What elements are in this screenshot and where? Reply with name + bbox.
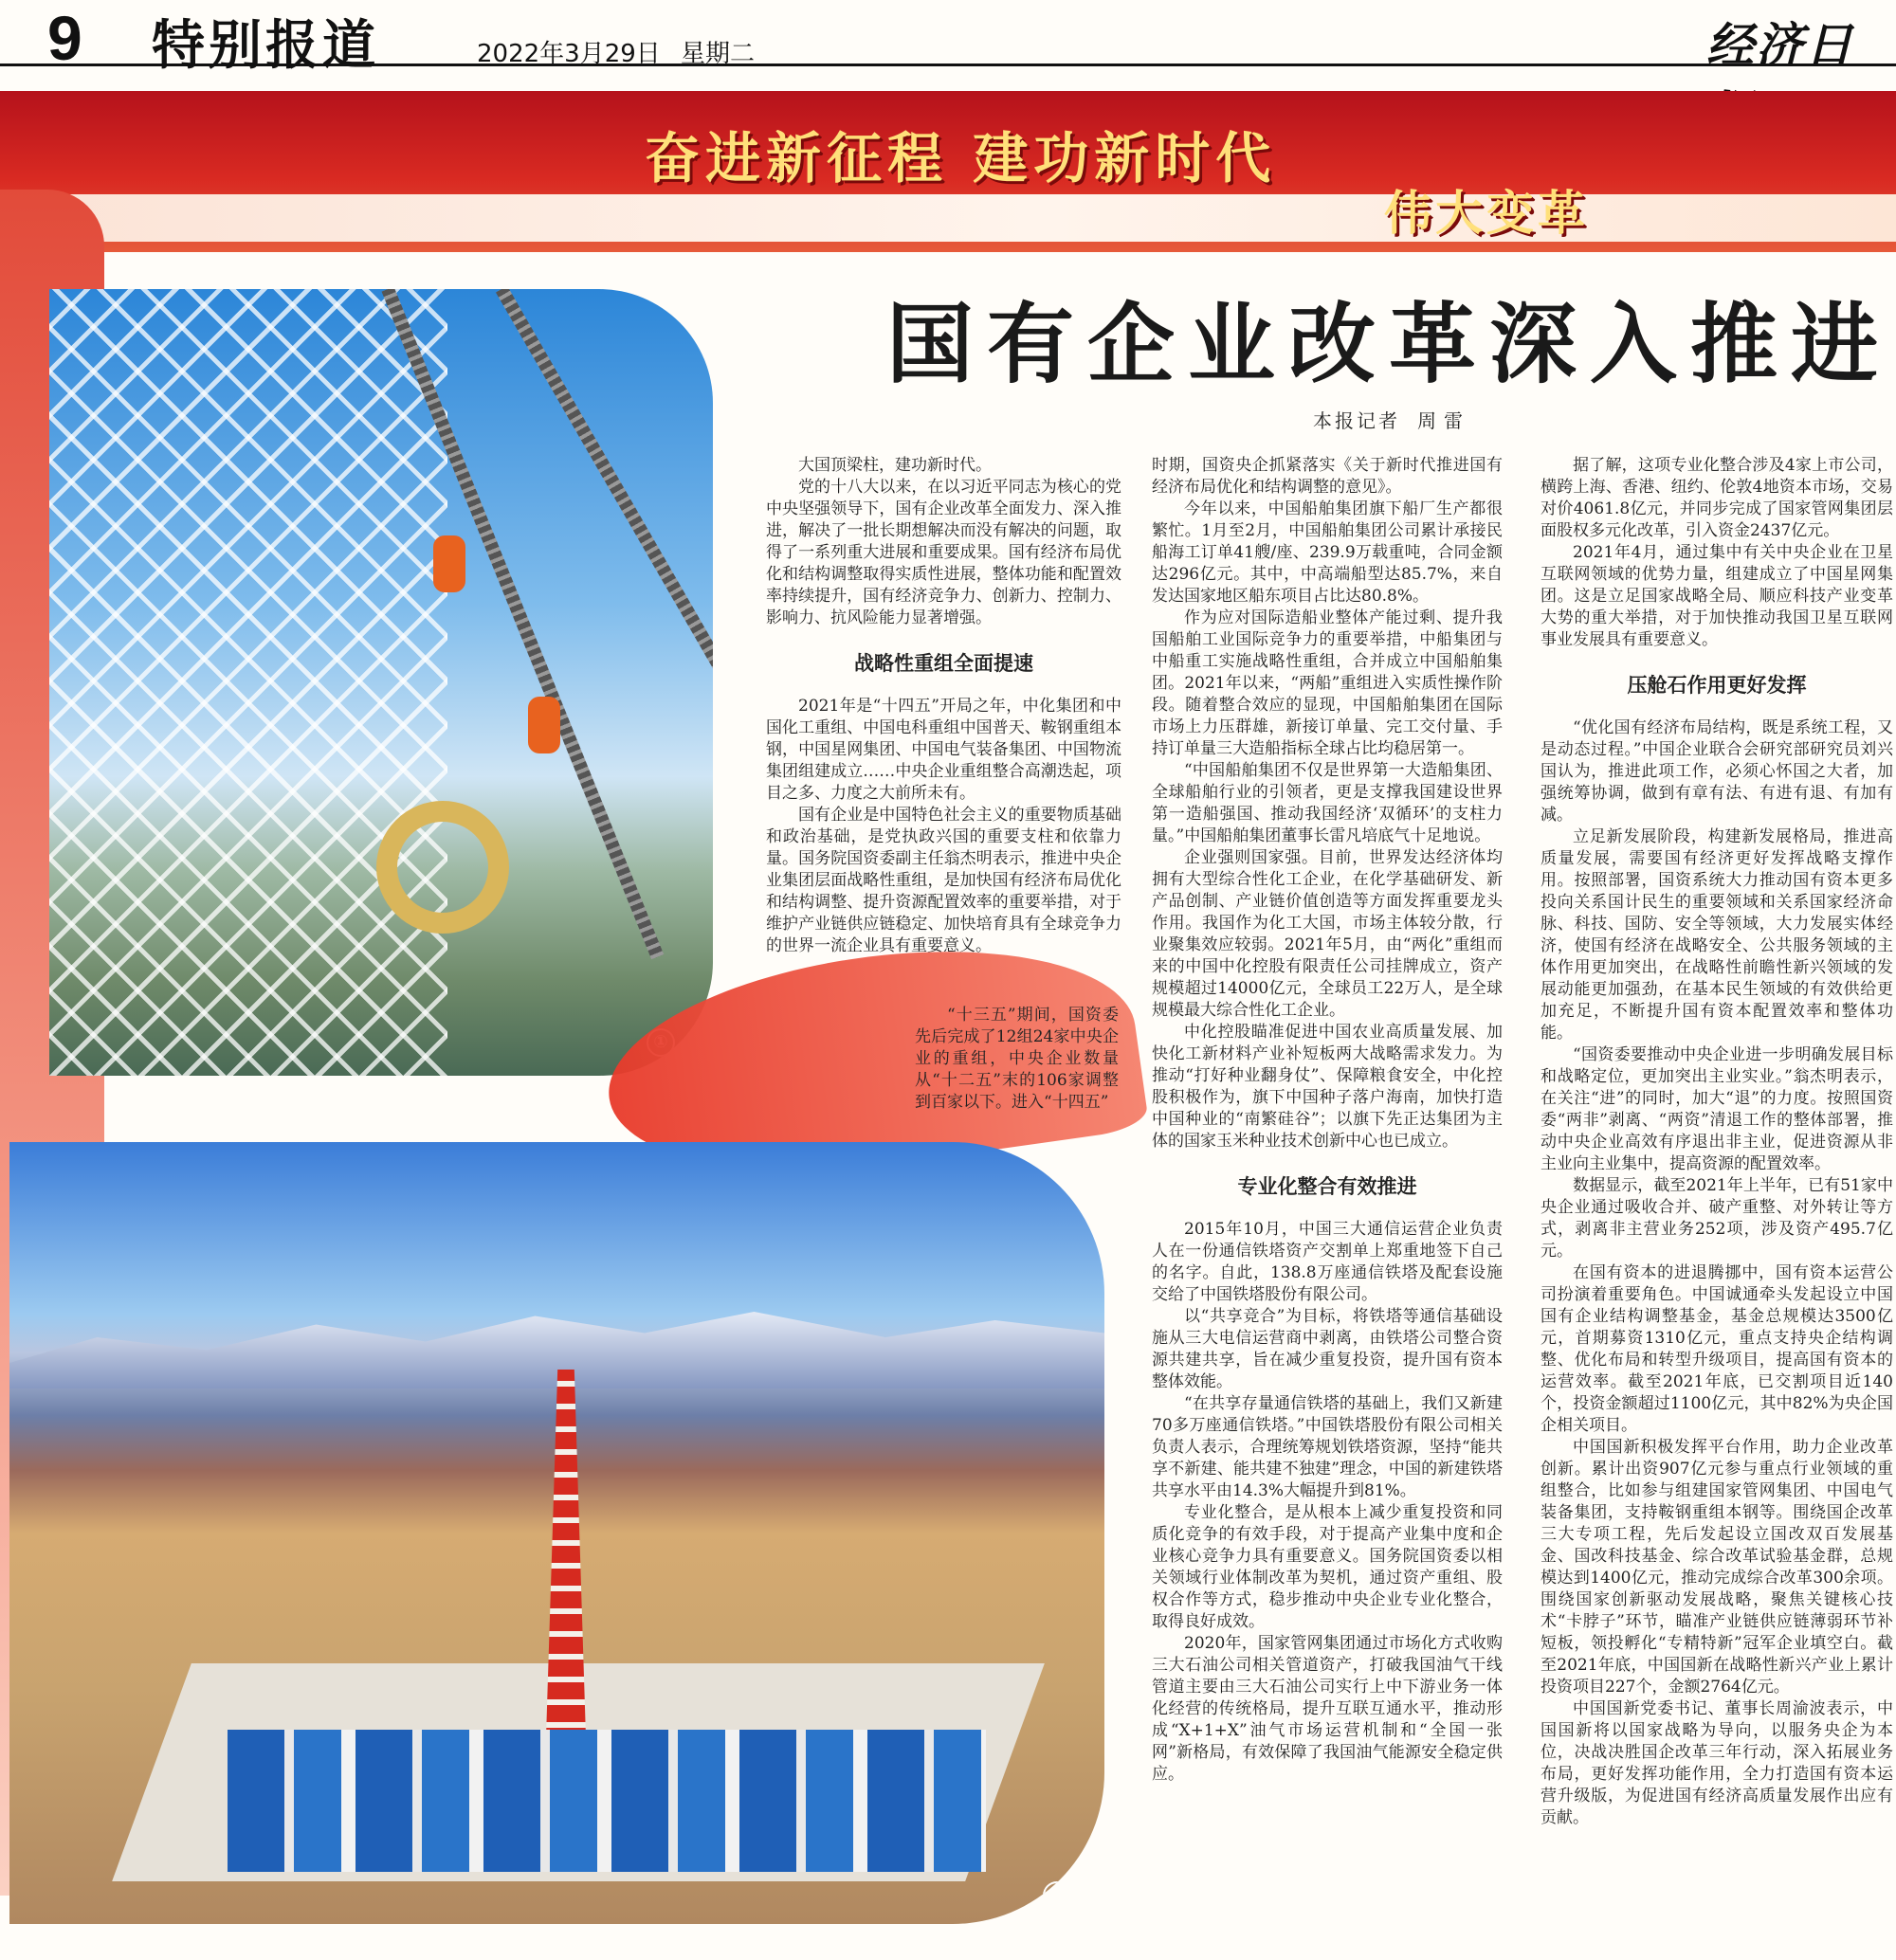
section-heading: 压舱石作用更好发挥 bbox=[1627, 674, 1807, 697]
paragraph: 国有企业是中国特色社会主义的重要物质基础和政治基础，是党执政兴国的重要支柱和依靠力量。国务院国资委副主任翁杰明表示，推进中央企业集团层面战略性重组，是加快国有经济布局优化和结构调整、提升资源配置效率的重要举措，对于维护产业链供应链稳定、加快培育具有全球竞争力的世界一流企业具有重要意义。 bbox=[766, 806, 1121, 955]
paragraph: 据了解，这项专业化整合涉及4家上市公司，横跨上海、香港、纽约、伦敦4地资本市场，交易对价4061.8亿元，并同步完成了国家管网集团层面股权多元化改革，引入资金2437亿元。 bbox=[1540, 456, 1893, 540]
newspaper-logo: 经济日 bbox=[1706, 17, 1854, 73]
paragraph: 时期，国资央企抓紧落实《关于新时代推进国有经济布局优化和结构调整的意见》。 bbox=[1152, 456, 1503, 497]
paragraph: 专业化整合，是从根本上减少重复投资和同质化竞争的有效手段，对于提高产业集中度和企业核心竞争力具有重要意义。国务院国资委以相关领域行业体制改革为契机，通过资产重组、股权合作等方式，稳步推动中央企业专业化整合，取得良好成效。 bbox=[1152, 1503, 1503, 1631]
paragraph: 中国国新积极发挥平台作用，助力企业改革创新。累计出资907亿元参与重点行业领域的重组整合，比如参与组建国家管网集团、中国电气装备集团，支持鞍钢重组本钢等。围绕国企改革三大专项工程，先后发起设立国改双百发展基金、国改科技基金、综合改革试验基金群，总规模达到1400亿元，推动完成综合改革300余项。围绕国家创新驱动发展战略，聚焦关键核心技术“卡脖子”环节，瞄准产业链供应链薄弱环节补短板，领投孵化“专精特新”冠军企业填空白。截至2021年底，中国国新在战略性新兴产业上累计投资项目227个，金额2764亿元。 bbox=[1540, 1438, 1893, 1697]
byline-name: 周雷 bbox=[1417, 409, 1470, 432]
article-headline: 国有企业改革深入推进 bbox=[886, 294, 1892, 395]
paragraph: 以“共享竞合”为目标，将铁塔等通信基础设施从三大电信运营商中剥离，由铁塔公司整合资源共建共享，旨在减少重复投资，提升国有资本整体效能。 bbox=[1152, 1307, 1503, 1391]
paragraph: 作为应对国际造船业整体产能过剩、提升我国船舶工业国际竞争力的重要举措，中船集团与中船重工实施战略性重组，合并成立中国船舶集团。2021年以来，“两船”重组进入实质性操作阶段。随着整合效应的显现，中国船舶集团在国际市场上力压群雄，新接订单量、完工交付量、手持订单量三大造船指标全球占比均稳居第一。 bbox=[1152, 608, 1503, 758]
publication-date: 2022年3月29日 bbox=[477, 40, 661, 68]
byline bbox=[1313, 406, 1470, 433]
series-title: 伟大变革 bbox=[1384, 186, 1589, 241]
paragraph: 数据显示，截至2021年上半年，已有51家中央企业通过吸收合并、破产重整、对外转让等方式，剥离非主营业务252项，涉及资产495.7亿元。 bbox=[1540, 1176, 1893, 1261]
paragraph: 党的十八大以来，在以习近平同志为核心的党中央坚强领导下，国有企业改革全面发力、深入推进，解决了一批长期想解决而没有解决的问题，取得了一系列重大进展和重要成果。国有经济布局优化和结构调整取得实质性进展，整体功能和配置效率持续提升，国有经济竞争力、创新力、控制力、影响力、抗风险能力显著增强。 bbox=[766, 478, 1121, 627]
paragraph: 中国国新党委书记、董事长周渝波表示，中国国新将以国家战略为导向，以服务央企为本位，决战决胜国企改革三年行动，深入拓展业务布局，更好发挥功能作用，全力打造国有资本运营升级版，为促进国有经济高质量发展作出应有贡献。 bbox=[1540, 1699, 1893, 1827]
section-name: 特别报道 bbox=[152, 15, 379, 77]
paragraph: 大国顶梁柱，建功新时代。 bbox=[798, 456, 992, 475]
masthead bbox=[0, 0, 1896, 77]
paragraph: 立足新发展阶段，构建新发展格局，推进高质量发展，需要国有经济更好发挥战略支撑作用。按照部署，国资系统大力推动国有资本更多投向关系国计民生的重要领域和关系国家经济命脉、科技、国防、安全等领域，大力发展实体经济，使国有经济在战略安全、公共服务领域的主体作用更加突出，在战略性前瞻性新兴领域的发展动能更加强劲，在基本民生领域的有效供给更加充足，不断提升国有资本配置效率和整体功能。 bbox=[1540, 827, 1893, 1043]
paragraph: 2020年，国家管网集团通过市场化方式收购三大石油公司相关管道资产，打破我国油气干线管道主要由三大石油公司实行上中下游业务一体化经营的传统格局，提升互联互通水平，推动形成“X+1+X”油气市场运营机制和“全国一张网”新格局，有效保障了我国油气能源安全稳定供应。 bbox=[1152, 1634, 1503, 1784]
byline-label: 本报记者 bbox=[1313, 409, 1400, 432]
banner-gradient-band bbox=[0, 194, 1896, 242]
section-heading: 战略性重组全面提速 bbox=[854, 652, 1033, 675]
paragraph: “在共享存量通信铁塔的基础上，我们又新建70多万座通信铁塔。”中国铁塔股份有限公司相关负责人表示，合理统筹规划铁塔资源，坚持“能共享不新建、能共建不独建”理念，中国的新建铁塔共享水平由14.3%大幅提升到81%。 bbox=[1152, 1394, 1503, 1500]
site-buildings bbox=[228, 1730, 986, 1872]
paragraph: “中国船舶集团不仅是世界第一大造船集团、全球船舶行业的引领者，更是支撑我国建设世界第一造船强国、推动我国经济‘双循环’的支柱力量。”中国船舶集团董事长雷凡培底气十足地说。 bbox=[1152, 761, 1503, 845]
paragraph: 在国有资本的进退腾挪中，国有资本运营公司扮演着重要角色。中国诚通牵头发起设立中国国有企业结构调整基金，基金总规模达3500亿元，首期募资1310亿元，重点支持央企结构调整、优化布局和转型升级项目，提高国有资本的运营效率。截至2021年底，已交割项目近140个，投资金额超过1100亿元，其中82%为央企国企相关项目。 bbox=[1540, 1263, 1893, 1435]
article-column-1-wrap bbox=[915, 1005, 1119, 1114]
transmission-tower bbox=[49, 289, 447, 1076]
paragraph: 企业强则国家强。目前，世界发达经济体均拥有大型综合性化工企业，在化学基础研发、新产品创制、产业链价值创造等方面发挥重要龙头作用。我国作为化工大国，市场主体较分散，行业聚集效应较弱。2021年5月，由“两化”重组而来的中国中化控股有限责任公司挂牌成立，资产规模超过14000亿元，全球员工22万人，是全球规模最大综合性化工企业。 bbox=[1152, 848, 1503, 1020]
worker-figure bbox=[528, 697, 560, 753]
photo-power-line-workers bbox=[49, 289, 713, 1076]
photo-oil-drilling-site bbox=[9, 1142, 1104, 1924]
paragraph: “十三五”期间，国资委先后完成了12组24家中央企业的重组，中央企业数量从“十二五”末的106家调整到百家以下。进入“十四五” bbox=[915, 1006, 1119, 1112]
article-column-1 bbox=[766, 455, 1121, 957]
article-column-3 bbox=[1540, 455, 1893, 1829]
photo-number-badge: ② bbox=[1043, 1881, 1071, 1910]
section-heading: 专业化整合有效推进 bbox=[1237, 1175, 1417, 1198]
paragraph: “优化国有经济布局结构，既是系统工程，又是动态过程。”中国企业联合会研究部研究员刘兴国认为，推进此项工作，必须心怀国之大者，加强统筹协调，做到有章有法、有进有退、有加有减。 bbox=[1540, 718, 1893, 825]
article-column-2 bbox=[1152, 455, 1503, 1786]
paragraph: 中化控股瞄准促进中国农业高质量发展、加快化工新材料产业补短板两大战略需求发力。为推动“打好种业翻身仗”、保障粮食安全，中化控股积极作为，旗下中国种子落户海南，加快打造中国种业的“南繁硅谷”；以旗下先正达集团为主体的国家玉米种业技术创新中心也已成立。 bbox=[1152, 1023, 1503, 1151]
page-number: 9 bbox=[47, 3, 82, 73]
paragraph: 2015年10月，中国三大通信运营企业负责人在一份通信铁塔资产交割单上郑重地签下自己的名字。自此，138.8万座通信铁塔及配套设施交给了中国铁塔股份有限公司。 bbox=[1152, 1220, 1503, 1304]
publication-weekday: 星期二 bbox=[681, 40, 756, 68]
snow-mountains bbox=[9, 1303, 1104, 1388]
paragraph: 2021年是“十四五”开局之年，中化集团和中国化工重组、中国电科重组中国普天、鞍钢重组本钢，中国星网集团、中国电气装备集团、中国物流集团组建成立……中央企业重组整合高潮迭起，项目之多、力度之大前所未有。 bbox=[766, 697, 1121, 803]
drilling-derrick bbox=[545, 1370, 587, 1768]
worker-figure bbox=[433, 535, 465, 592]
paragraph: 2021年4月，通过集中有关中央企业在卫星互联网领域的优势力量，组建成立了中国星网集团。这是立足国家战略全局、顺应科技产业变革大势的重大举措，对于加快推动我国卫星互联网事业发展具有重要意义。 bbox=[1540, 543, 1893, 649]
paragraph: 今年以来，中国船舶集团旗下船厂生产都很繁忙。1月至2月，中国船舶集团公司累计承接民船海工订单41艘/座、239.9万载重吨，合同金额达296亿元。其中，中高端船型达85.7%，来自发达国家地区船东项目占比达80.8%。 bbox=[1152, 499, 1503, 606]
banner-slogan: 奋进新征程 建功新时代 bbox=[645, 126, 1277, 191]
paragraph: “国资委要推动中央企业进一步明确发展目标和战略定位，更加突出主业实业。”翁杰明表示，在关注“进”的同时，加大“退”的力度。按照国资委“两非”剥离、“两资”清退工作的整体部署，推动中央企业高效有序退出非主业，促进资源从非主业向主业集中，提高资源的配置效率。 bbox=[1540, 1045, 1893, 1173]
cable-coil bbox=[376, 801, 509, 934]
